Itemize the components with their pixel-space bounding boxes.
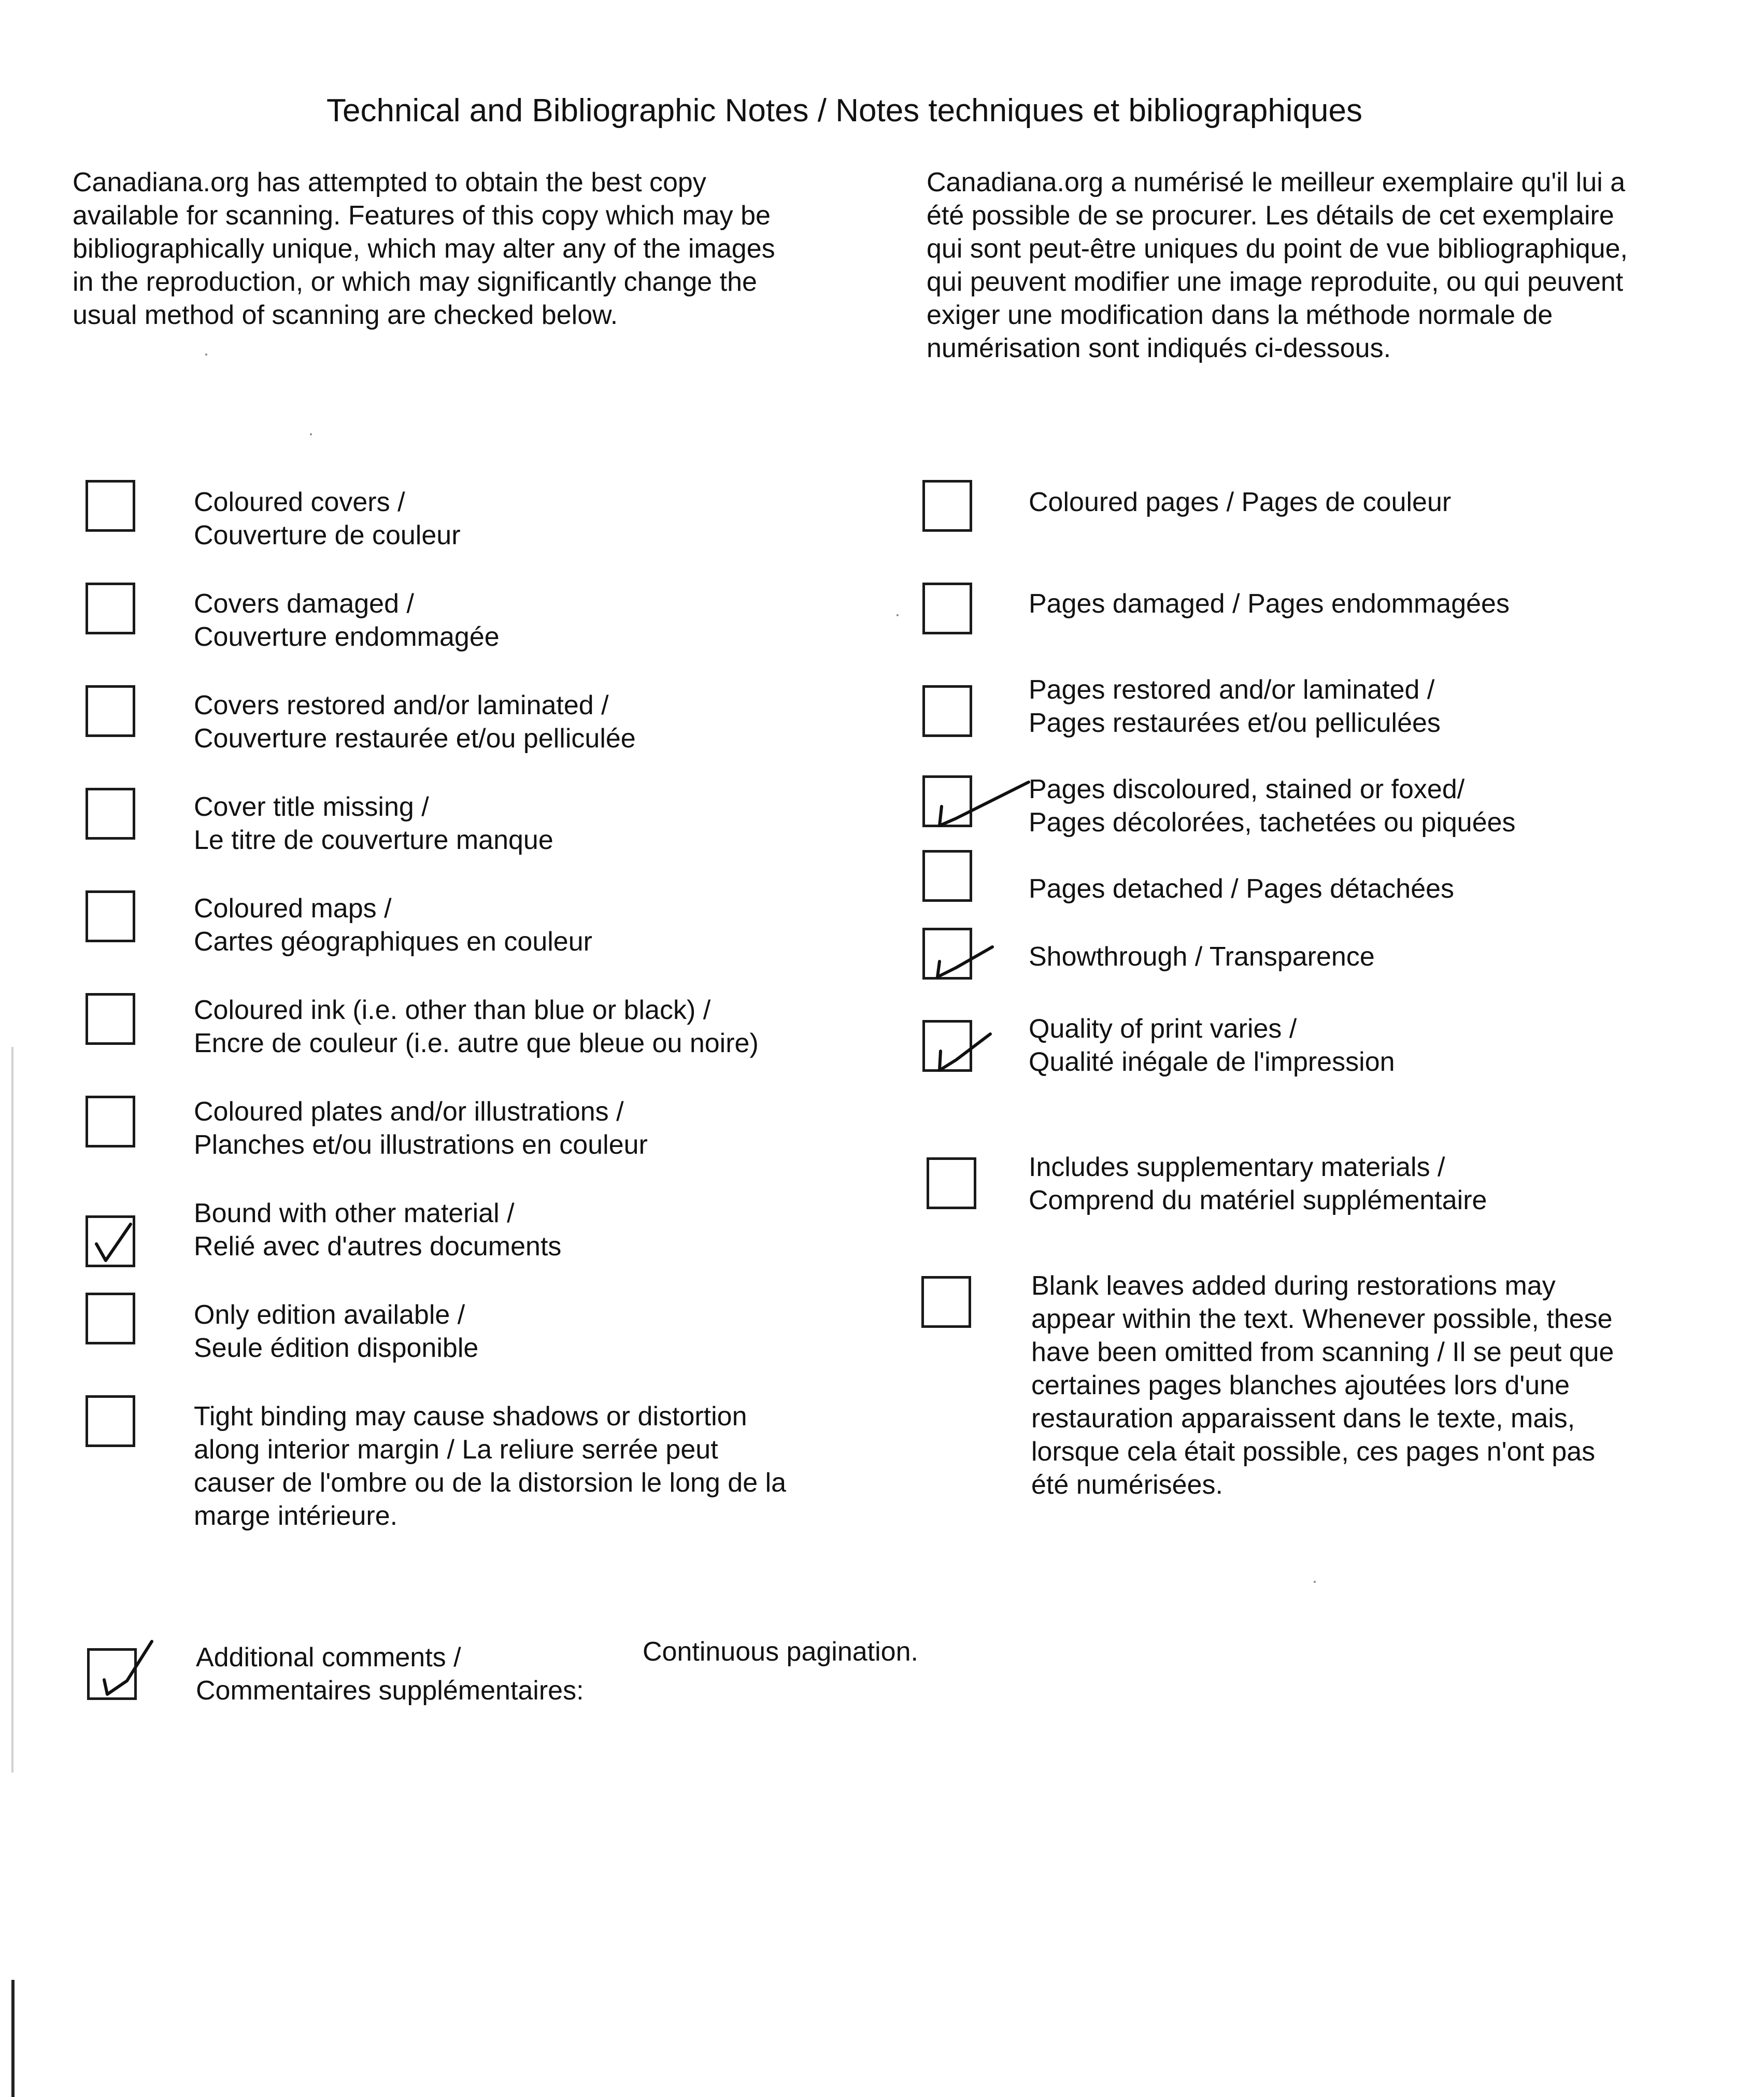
label-coloured-ink: Coloured ink (i.e. other than blue or black) / Encre de couleur (i.e. autre que bleue ou noire) <box>194 995 759 1058</box>
label-pages-damaged: Pages damaged / Pages endommagées <box>1029 589 1510 619</box>
scan-edge-line <box>11 1980 15 2097</box>
checkbox-coloured-pages[interactable] <box>922 480 972 532</box>
intro-french-line: été possible de se procurer. Les détails de cet exemplaire <box>927 201 1614 231</box>
intro-french <box>927 166 1764 365</box>
label-coloured-pages: Coloured pages / Pages de couleur <box>1029 487 1452 517</box>
scan-speck <box>310 433 312 435</box>
label-coloured-plates: Coloured plates and/or illustrations / Planches et/ou illustrations en couleur <box>194 1097 648 1160</box>
checkbox-pages-restored[interactable] <box>922 685 972 737</box>
label-additional-comments: Additional comments / Commentaires supplémentaires: <box>196 1642 584 1706</box>
intro-english-line: available for scanning. Features of this copy which may be <box>73 201 771 231</box>
intro-english-line: Canadiana.org has attempted to obtain the best copy <box>73 167 706 197</box>
intro-french-line: qui peuvent modifier une image reproduite, ou qui peuvent <box>927 267 1624 297</box>
label-quality-of-print: Quality of print varies / Qualité inégale de l'impression <box>1029 1014 1395 1077</box>
intro-english <box>73 166 912 332</box>
checkbox-pages-damaged[interactable] <box>922 583 972 634</box>
label-tight-binding: Tight binding may cause shadows or distortion along interior margin / La reliure serrée peut causer de l'ombre ou de la distorsion le long de la marge intérieure. <box>194 1401 787 1531</box>
checkbox-showthrough[interactable] <box>922 928 972 980</box>
label-supplementary-materials: Includes supplementary materials / Comprend du matériel supplémentaire <box>1029 1152 1487 1215</box>
intro-english-line: bibliographically unique, which may alter any of the images <box>73 234 775 264</box>
label-coloured-covers: Coloured covers / Couverture de couleur <box>194 487 461 550</box>
intro-french-line: Canadiana.org a numérisé le meilleur exemplaire qu'il lui a <box>927 167 1626 197</box>
checkbox-quality-of-print[interactable] <box>922 1020 972 1072</box>
check-mark-icon <box>920 910 1003 987</box>
label-pages-restored: Pages restored and/or laminated / Pages restaurées et/ou pelliculées <box>1029 675 1441 738</box>
scan-speck <box>205 353 207 356</box>
checkbox-covers-restored[interactable] <box>86 685 135 737</box>
label-covers-damaged: Covers damaged / Couverture endommagée <box>194 589 500 652</box>
label-showthrough: Showthrough / Transparence <box>1029 942 1375 972</box>
scan-speck <box>1314 1581 1316 1583</box>
label-blank-leaves: Blank leaves added during restorations may appear within the text. Whenever possible, these have been omitted from scanning / Il se peut que certaines pages blanches ajoutées lors d'une restauration apparaissent dans le texte, mais, lorsque cela était possible, ces pages n'ont pas été numérisées. <box>1031 1271 1614 1500</box>
checkbox-covers-damaged[interactable] <box>86 583 135 634</box>
checkbox-supplementary-materials[interactable] <box>927 1157 976 1209</box>
check-mark-icon <box>920 757 1039 835</box>
label-coloured-maps: Coloured maps / Cartes géographiques en couleur <box>194 894 592 957</box>
checkbox-blank-leaves[interactable] <box>921 1276 971 1328</box>
checkbox-cover-title-missing[interactable] <box>86 788 135 840</box>
scan-speck <box>897 614 899 616</box>
checkbox-pages-discoloured[interactable] <box>922 775 972 827</box>
scan-edge-line <box>11 1047 13 1773</box>
check-mark-icon <box>920 1002 1003 1080</box>
intro-french-line: qui sont peut-être uniques du point de vue bibliographique, <box>927 234 1628 264</box>
checkbox-tight-binding[interactable] <box>86 1395 135 1447</box>
check-mark-icon <box>83 1197 140 1270</box>
intro-english-line: usual method of scanning are checked below. <box>73 300 618 330</box>
intro-french-line: exiger une modification dans la méthode normale de <box>927 300 1553 330</box>
label-pages-detached: Pages detached / Pages détachées <box>1029 874 1455 904</box>
label-cover-title-missing: Cover title missing / Le titre de couverture manque <box>194 792 553 855</box>
label-bound-with-other: Bound with other material / Relié avec d'autres documents <box>194 1198 562 1262</box>
page-title: Technical and Bibliographic Notes / Notes techniques et bibliographiques <box>326 93 1363 129</box>
checkbox-coloured-maps[interactable] <box>86 890 135 942</box>
checkbox-coloured-covers[interactable] <box>86 480 135 532</box>
checkbox-additional-comments[interactable] <box>87 1648 137 1700</box>
label-covers-restored: Covers restored and/or laminated / Couverture restaurée et/ou pelliculée <box>194 690 636 754</box>
checkbox-coloured-ink[interactable] <box>86 993 135 1045</box>
checkbox-bound-with-other[interactable] <box>86 1215 135 1267</box>
checkbox-pages-detached[interactable] <box>922 850 972 902</box>
checkbox-coloured-plates[interactable] <box>86 1096 135 1147</box>
intro-french-line: numérisation sont indiqués ci-dessous. <box>927 333 1391 363</box>
additional-comments-value: Continuous pagination. <box>643 1637 918 1667</box>
checkbox-only-edition[interactable] <box>86 1293 135 1344</box>
intro-english-line: in the reproduction, or which may significantly change the <box>73 267 757 297</box>
check-mark-icon <box>84 1630 167 1708</box>
label-only-edition: Only edition available / Seule édition disponible <box>194 1300 479 1363</box>
label-pages-discoloured: Pages discoloured, stained or foxed/ Pages décolorées, tachetées ou piquées <box>1029 774 1516 838</box>
